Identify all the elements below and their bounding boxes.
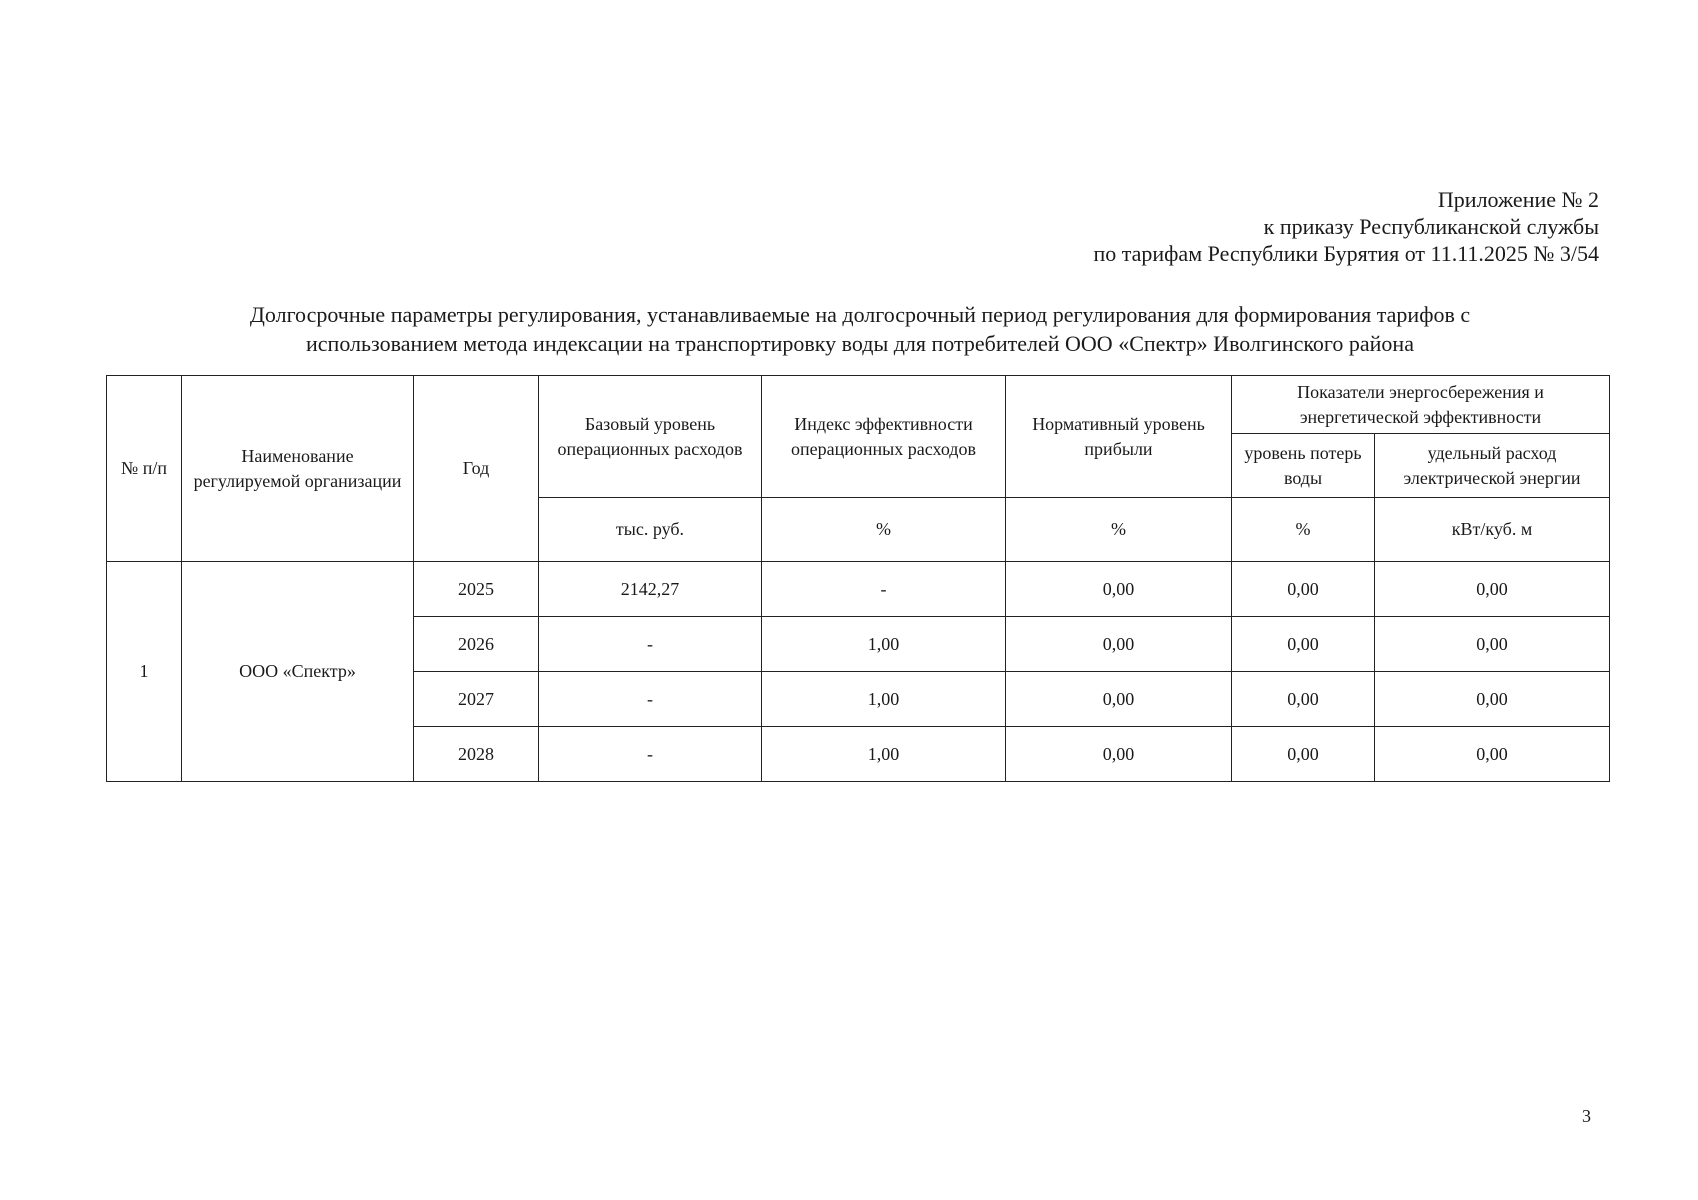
cell-base-opex: - [539, 617, 762, 672]
cell-electric-consumption: 0,00 [1375, 727, 1610, 782]
header-number: № п/п [107, 376, 182, 562]
header-year: Год [414, 376, 539, 562]
cell-profit-level: 0,00 [1006, 727, 1232, 782]
cell-electric-consumption: 0,00 [1375, 672, 1610, 727]
cell-efficiency-index: 1,00 [762, 672, 1006, 727]
unit-profit-level: % [1006, 498, 1232, 562]
cell-profit-level: 0,00 [1006, 672, 1232, 727]
header-base-opex: Базовый уровень операционных расходов [539, 376, 762, 498]
cell-base-opex: 2142,27 [539, 562, 762, 617]
cell-year: 2025 [414, 562, 539, 617]
header-energy-indicators: Показатели энергосбережения и энергетической эффективности [1232, 376, 1610, 434]
unit-base-opex: тыс. руб. [539, 498, 762, 562]
cell-electric-consumption: 0,00 [1375, 617, 1610, 672]
cell-efficiency-index: - [762, 562, 1006, 617]
cell-year: 2026 [414, 617, 539, 672]
cell-water-losses: 0,00 [1232, 617, 1375, 672]
cell-efficiency-index: 1,00 [762, 727, 1006, 782]
regulation-parameters-table [106, 375, 1610, 782]
table-row [107, 562, 1610, 617]
cell-electric-consumption: 0,00 [1375, 562, 1610, 617]
unit-efficiency-index: % [762, 498, 1006, 562]
appendix-line-3: по тарифам Республики Бурятия от 11.11.2025 № 3/54 [1093, 241, 1599, 266]
document-title [100, 300, 1620, 358]
unit-water-losses: % [1232, 498, 1375, 562]
cell-water-losses: 0,00 [1232, 727, 1375, 782]
header-organization: Наименование регулируемой организации [182, 376, 414, 562]
cell-efficiency-index: 1,00 [762, 617, 1006, 672]
document-title-line-1: Долгосрочные параметры регулирования, устанавливаемые на долгосрочный период регулирования для формирования тарифов с [249, 302, 1471, 327]
appendix-line-1: Приложение № 2 [1437, 187, 1599, 212]
cell-base-opex: - [539, 672, 762, 727]
header-electric-consumption: удельный расход электрической энергии [1375, 434, 1610, 498]
appendix-header [1093, 186, 1599, 267]
cell-base-opex: - [539, 727, 762, 782]
document-title-line-2: использованием метода индексации на транспортировку воды для потребителей ООО «Спектр» Иволгинского района [306, 331, 1414, 356]
row-number: 1 [107, 562, 182, 782]
header-water-losses: уровень потерь воды [1232, 434, 1375, 498]
cell-year: 2027 [414, 672, 539, 727]
appendix-line-2: к приказу Республиканской службы [1263, 214, 1599, 239]
page-number: 3 [1582, 1106, 1591, 1126]
cell-profit-level: 0,00 [1006, 562, 1232, 617]
header-profit-level: Нормативный уровень прибыли [1006, 376, 1232, 498]
unit-electric-consumption: кВт/куб. м [1375, 498, 1610, 562]
cell-year: 2028 [414, 727, 539, 782]
cell-water-losses: 0,00 [1232, 672, 1375, 727]
header-efficiency-index: Индекс эффективности операционных расходов [762, 376, 1006, 498]
organization-name: ООО «Спектр» [182, 562, 414, 782]
cell-water-losses: 0,00 [1232, 562, 1375, 617]
cell-profit-level: 0,00 [1006, 617, 1232, 672]
